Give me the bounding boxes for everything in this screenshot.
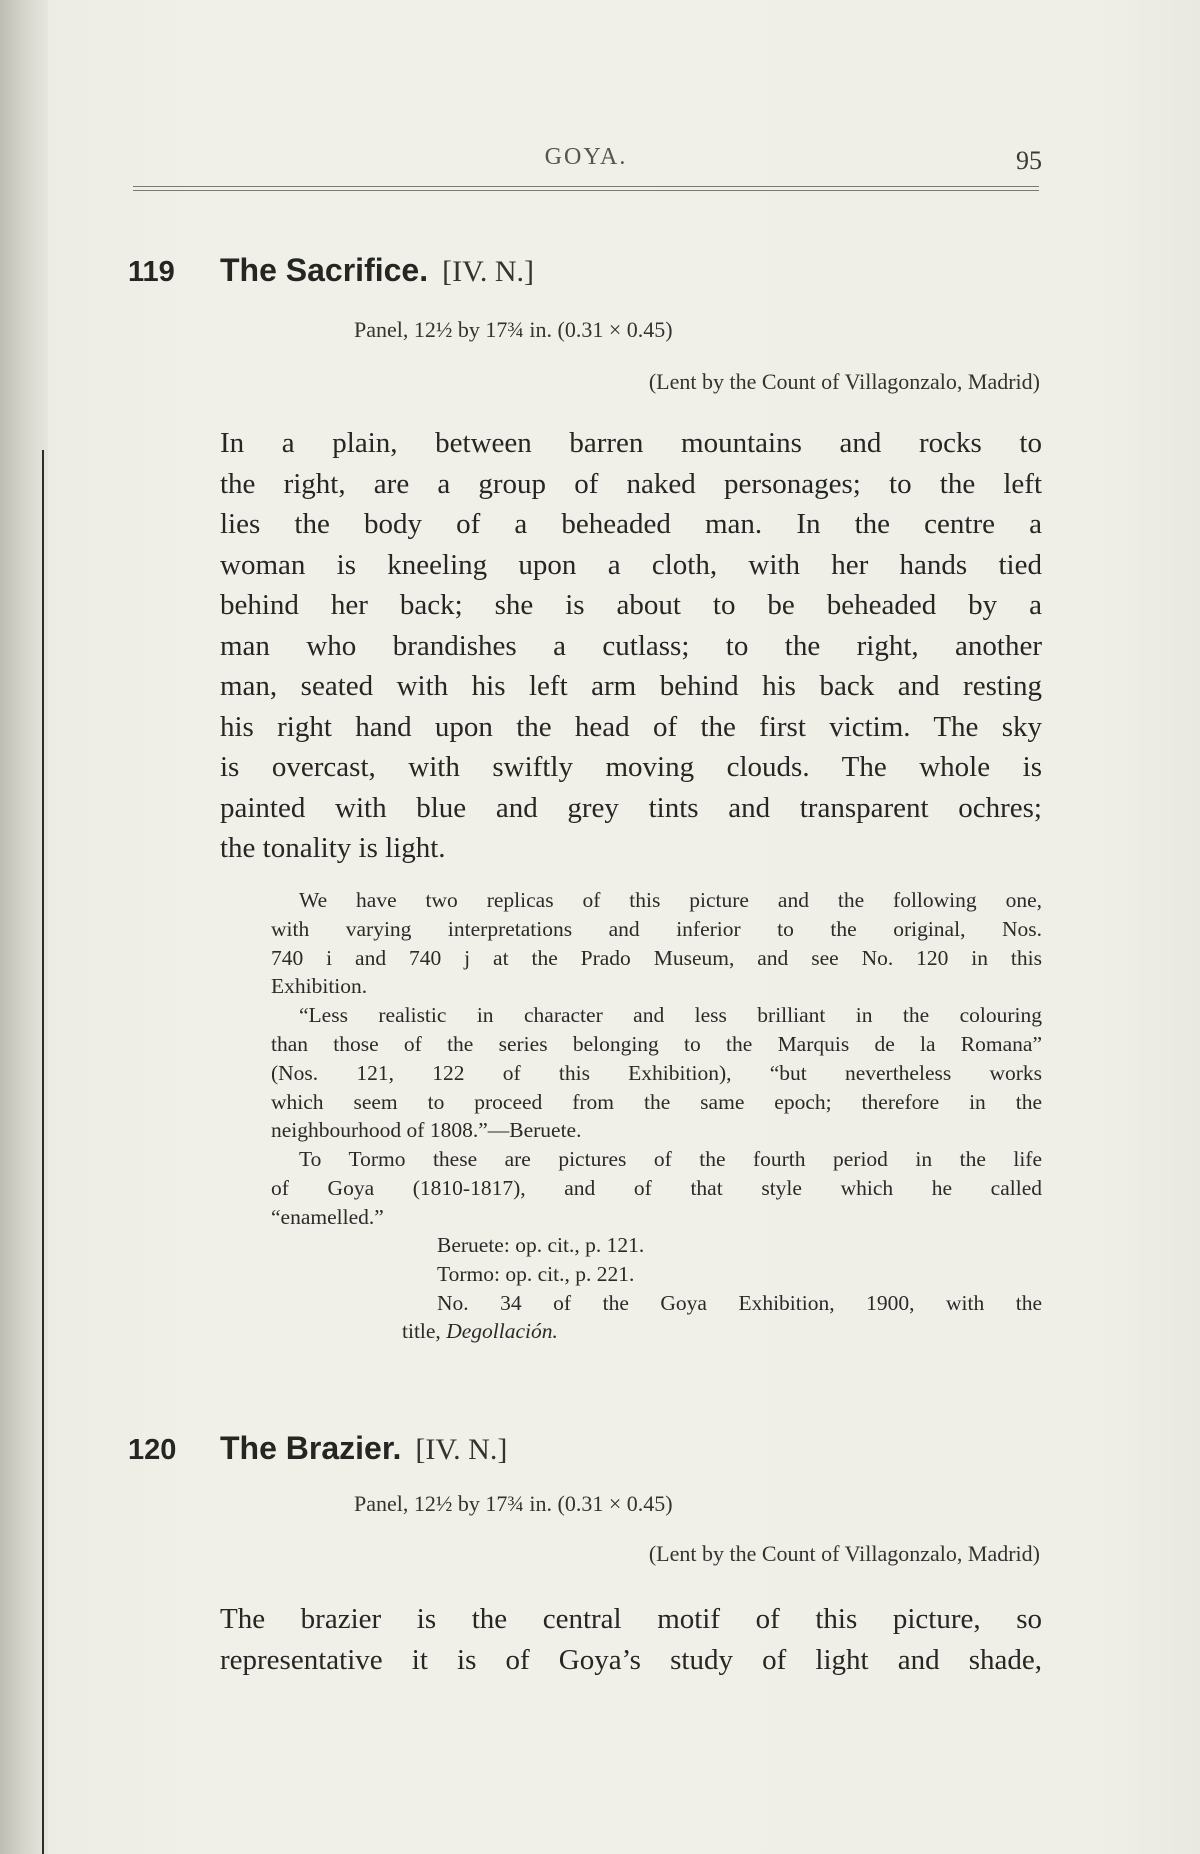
entry-number: 120: [128, 1434, 177, 1466]
description-line: man who brandishes a cutlass; to the right, another: [220, 629, 1042, 662]
reference-line-title: [402, 1317, 1042, 1346]
reference-line: Tormo: op. cit., p. 221.: [437, 1261, 635, 1286]
note-line: 740 i and 740 j at the Prado Museum, and see No. 120 in this: [271, 945, 1042, 970]
reference-title-prefix: title,: [402, 1319, 441, 1344]
entry-119-notes: [271, 886, 1042, 1232]
description-line: lies the body of a beheaded man. In the centre a: [220, 508, 1042, 540]
description-line: his right hand upon the head of the first victim. The sky: [220, 710, 1042, 743]
note-line: which seem to proceed from the same epoch; therefore in the: [271, 1089, 1042, 1114]
description-line: the right, are a group of naked personages; to the left: [220, 467, 1042, 500]
reference-line: No. 34 of the Goya Exhibition, 1900, with the: [437, 1290, 1042, 1315]
description-line: representative it is of Goya’s study of light and shade,: [220, 1643, 1042, 1676]
note-line: We have two replicas of this picture and the following one,: [299, 888, 1042, 912]
note-line: “enamelled.”: [271, 1204, 384, 1229]
entry-title: The Brazier.: [220, 1430, 402, 1466]
note-line: Exhibition.: [271, 974, 368, 999]
description-line: man, seated with his left arm behind his back and resting: [220, 670, 1042, 702]
entry-119-references: [402, 1231, 1042, 1346]
header-rule-top: [133, 186, 1039, 187]
entry-120-heading: [128, 1430, 507, 1467]
description-line: behind her back; she is about to be beheaded by a: [220, 589, 1042, 621]
book-spine-shadow: [0, 0, 48, 1854]
entry-120-lender: (Lent by the Count of Villagonzalo, Madrid): [648, 1541, 1040, 1566]
entry-room: [IV. N.]: [415, 1433, 508, 1466]
note-line: neighbourhood of 1808.”—Beruete.: [271, 1118, 582, 1143]
entry-119-heading: [128, 252, 534, 289]
description-line: is overcast, with swiftly moving clouds. The whole is: [220, 751, 1042, 783]
header-rule-bottom: [133, 190, 1039, 191]
note-line: with varying interpretations and inferior to the original, Nos.: [271, 916, 1042, 941]
entry-119-description: [220, 423, 1042, 869]
note-line: of Goya (1810-1817), and of that style which he called: [271, 1175, 1042, 1200]
running-title: GOYA.: [544, 144, 628, 170]
reference-title-italic: Degollación.: [446, 1319, 558, 1344]
description-line: In a plain, between barren mountains and rocks to: [220, 427, 1042, 459]
entry-120-panel-dimensions: Panel, 12½ by 17¾ in. (0.31 × 0.45): [354, 1491, 673, 1516]
note-line: “Less realistic in character and less brilliant in the colouring: [299, 1003, 1042, 1028]
entry-title: The Sacrifice.: [220, 252, 429, 288]
entry-number: 119: [128, 256, 175, 288]
description-line: the tonality is light.: [220, 832, 446, 864]
entry-119-lender: (Lent by the Count of Villagonzalo, Madrid): [648, 369, 1040, 394]
description-line: painted with blue and grey tints and transparent ochres;: [220, 791, 1042, 824]
note-line: (Nos. 121, 122 of this Exhibition), “but nevertheless works: [271, 1060, 1042, 1085]
page-number: 95: [1016, 146, 1042, 175]
reference-line: Beruete: op. cit., p. 121.: [437, 1233, 645, 1257]
entry-120-description: [220, 1599, 1042, 1680]
description-line: The brazier is the central motif of this picture, so: [220, 1603, 1042, 1635]
entry-room: [IV. N.]: [442, 255, 535, 288]
page-header: [130, 140, 1042, 180]
note-line: than those of the series belonging to the Marquis de la Romana”: [271, 1031, 1042, 1056]
description-line: woman is kneeling upon a cloth, with her hands tied: [220, 548, 1042, 581]
entry-119-panel-dimensions: Panel, 12½ by 17¾ in. (0.31 × 0.45): [354, 317, 673, 342]
spine-edge-line: [42, 450, 44, 1854]
note-line: To Tormo these are pictures of the fourth period in the life: [299, 1147, 1042, 1172]
